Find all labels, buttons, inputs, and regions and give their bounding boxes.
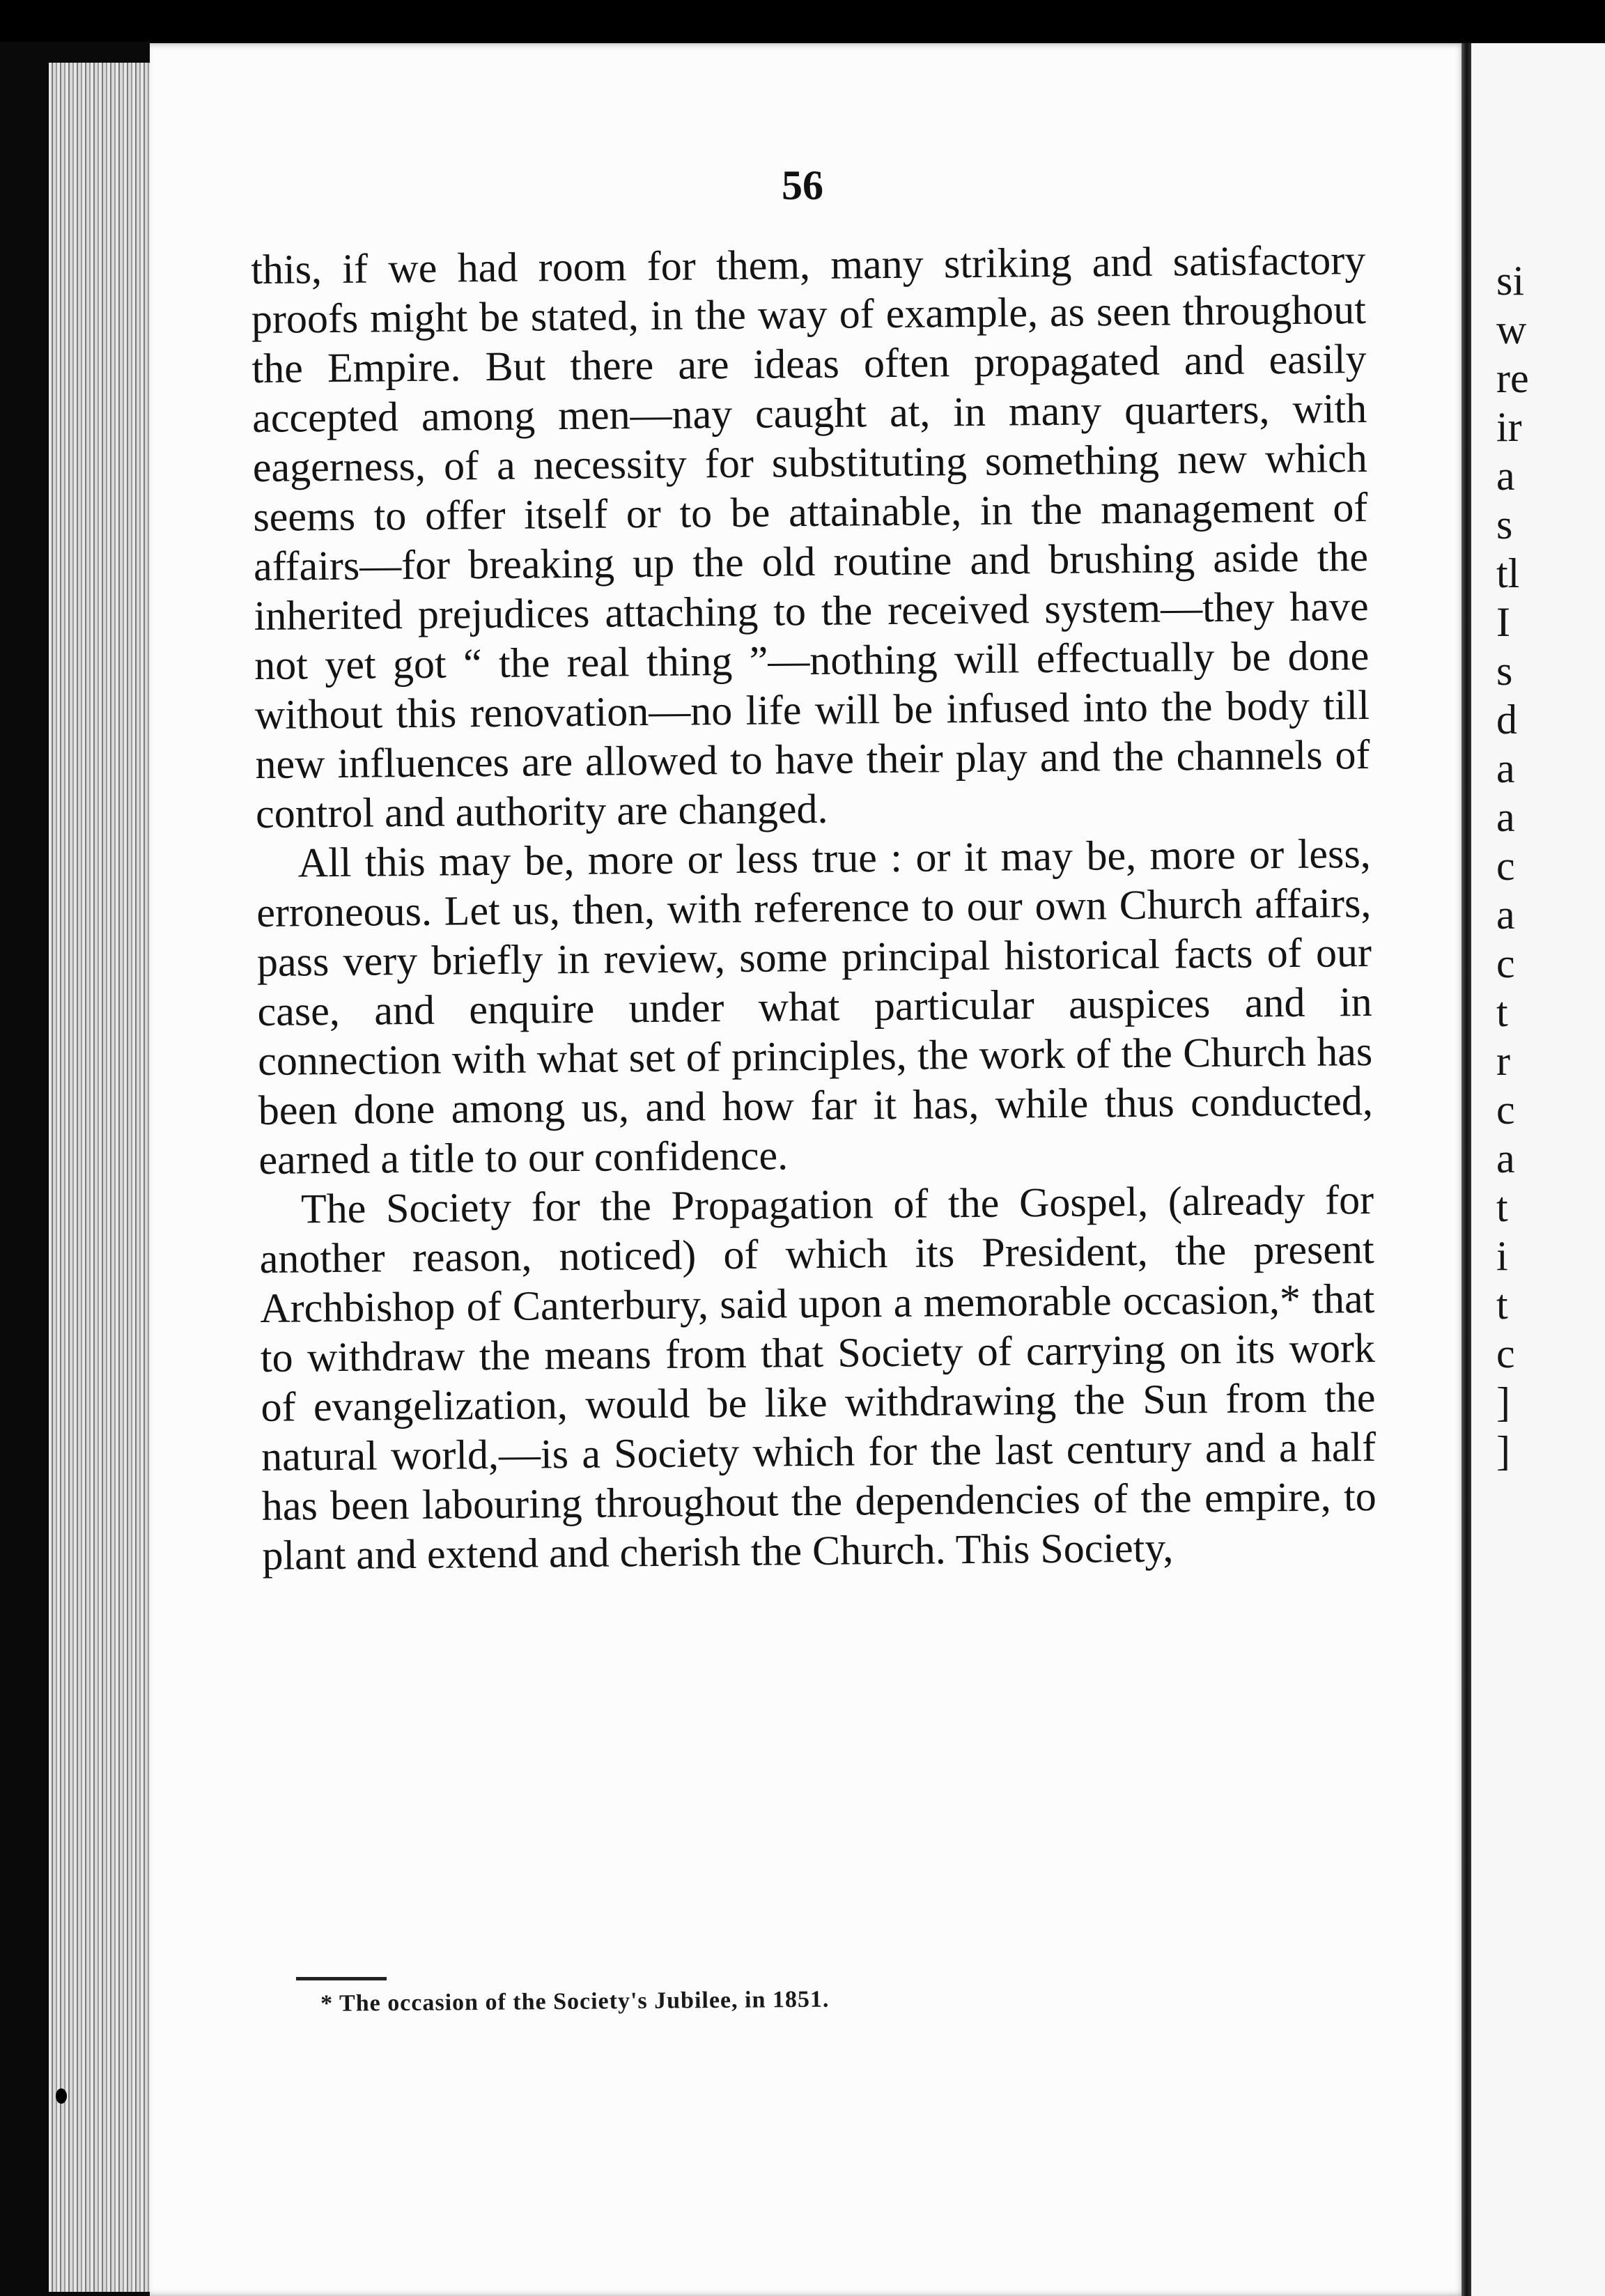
facing-page-fragment: w [1496, 307, 1527, 352]
facing-page-fragment: a [1496, 892, 1515, 938]
facing-page-fragment: si [1496, 258, 1525, 304]
facing-page-fragment: d [1496, 697, 1517, 743]
facing-page-fragment: a [1496, 1135, 1515, 1181]
facing-page-fragment: t [1496, 1184, 1508, 1230]
paragraph-2: All this may be, more or less true : or it may be, more or less, erroneous. Let us, then, with reference to our own Church affairs, pass very briefly in review, some principal historical facts of our case, and enquire under what particular auspices and in connection with what set of principles, the work of the Church has been done among us, and how far it has, while thus conducted, earned a title to our confidence. [256, 830, 1374, 1183]
facing-page-fragment: re [1496, 355, 1529, 401]
facing-page-fragment: t [1496, 1282, 1508, 1328]
paragraph-1: this, if we had room for them, many striking and satisfactory proofs might be stated, in the way of example, as seen throughout the Empire. But there are ideas often propagated and easily accepted among men—nay caught at, in many quarters, with eagerness, of a necessity for substituting something new which seems to offer itself or to be attainable, in the management of affairs—for breaking up the old routine and brushing aside the inherited prejudices attaching to the received system—they have not yet got “ the real thing ”—nothing will effectually be done without this renovation—no life will be infused into the body till new influences are allowed to have their play and the channels of control and authority are changed. [251, 237, 1370, 837]
facing-page-fragment: ir [1496, 404, 1522, 450]
scan-speck [56, 2088, 67, 2104]
facing-page-fragment: r [1496, 1038, 1510, 1084]
facing-page-fragment: ] [1496, 1379, 1510, 1425]
footnote: * The occasion of the Society's Jubilee, in 1851. [320, 1986, 830, 2017]
scan-top-border [0, 0, 1605, 42]
page-edge-stripes [49, 63, 153, 2292]
book-spine-shadow [1461, 43, 1471, 2296]
facing-page-fragment: a [1496, 745, 1515, 791]
facing-page-fragment: c [1496, 1331, 1515, 1376]
facing-page-fragment: s [1496, 648, 1513, 694]
facing-page-fragment: c [1496, 940, 1515, 986]
facing-page-fragment: a [1496, 794, 1515, 840]
paragraph-3: The Society for the Propagation of the Gospel, (already for another reason, noticed) of which its President, the present Archbishop of Canterbury, said upon a memorable occasion,* that to withdraw the means from that Society of carrying on its work of evangelization, would be like withdrawing the Sun from the natural world,—is a Society which for the last century and a half has been labouring throughout the dependencies of the empire, to plant and extend and cherish the Church. This Society, [259, 1176, 1377, 1578]
facing-page-fragment: c [1496, 843, 1515, 889]
footnote-rule [296, 1977, 387, 1980]
facing-page-fragment: ] [1496, 1428, 1510, 1474]
facing-page-fragment: c [1496, 1087, 1515, 1133]
facing-page-fragment: t [1496, 989, 1508, 1035]
facing-page-fragment: tl [1496, 550, 1520, 596]
facing-page-fragment: s [1496, 502, 1513, 548]
facing-page-fragment: I [1496, 599, 1510, 645]
facing-page-text-fragments [1496, 256, 1601, 1475]
facing-page-fragment: i [1496, 1233, 1508, 1279]
page-number: 56 [782, 162, 823, 208]
body-text [251, 235, 1377, 1581]
facing-page-fragment: a [1496, 453, 1515, 499]
